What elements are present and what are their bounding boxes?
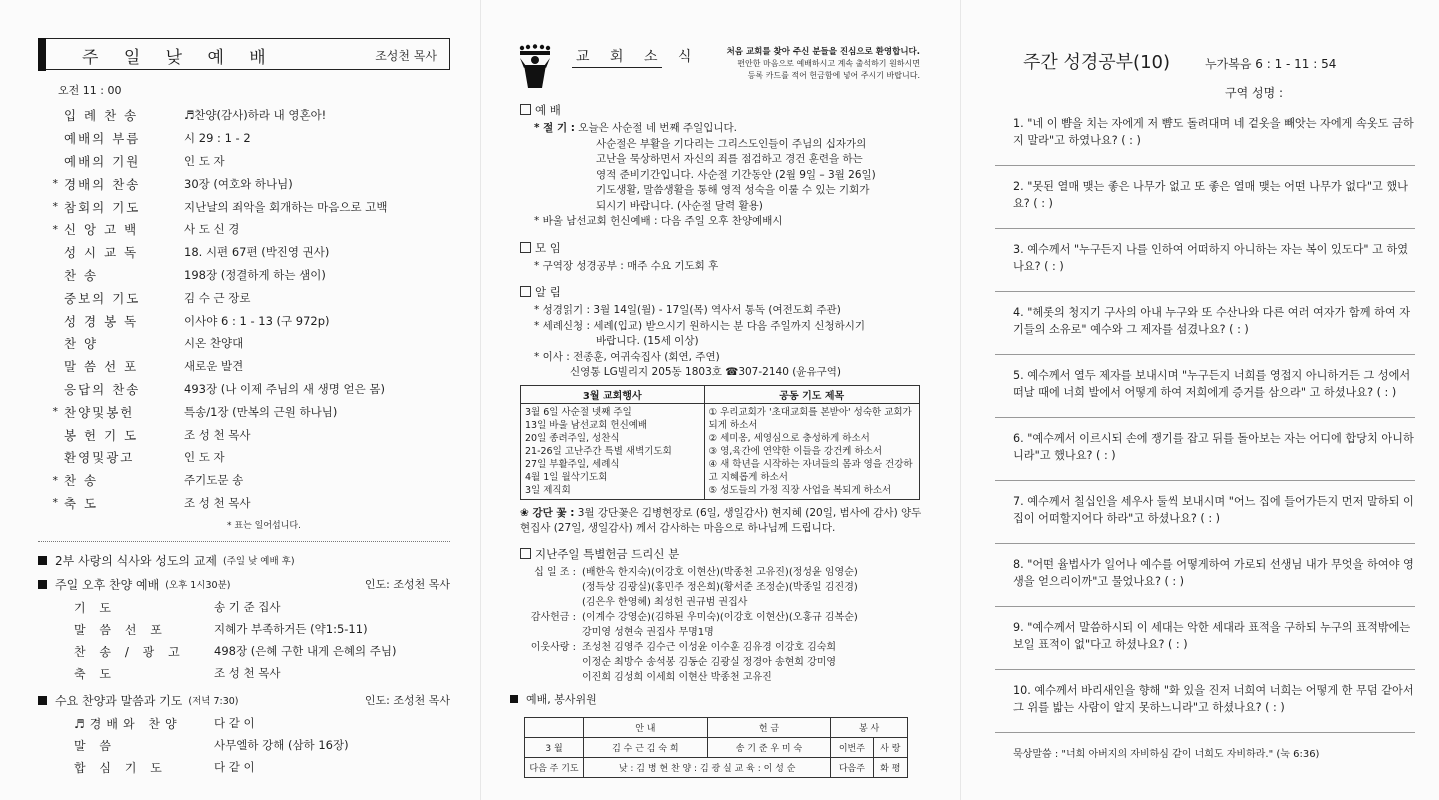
duty-col-guide: 안 내 <box>584 717 708 737</box>
event-line: 3일 제직회 <box>525 484 571 496</box>
divider <box>38 541 450 542</box>
service-item-value: 지난날의 죄악을 회개하는 마음으로 고백 <box>184 199 388 214</box>
meeting-item: * 구역장 성경공부 : 매주 수요 기도회 후 <box>534 259 719 272</box>
news-title-underline <box>572 67 662 68</box>
notice-heading <box>520 284 930 300</box>
study-reference: 누가복음 6 : 1 - 11 : 54 <box>1205 57 1337 71</box>
altar-flower <box>520 506 930 536</box>
event-line: 13일 바울 남선교회 헌신예배 <box>525 419 648 431</box>
service-item-label: 봉 헌 기 도 <box>64 427 139 443</box>
service-item <box>38 378 450 401</box>
prayer-line: ② 세미옹, 세영심으로 충성하게 하소서 <box>708 432 870 444</box>
afternoon-item-label: 축 도 <box>74 666 116 681</box>
part2-sub: (주일 낮 예배 후) <box>223 556 295 568</box>
service-item-value: 18. 시편 67편 (박진영 권사) <box>184 245 330 260</box>
checkbox-icon <box>520 104 531 115</box>
notice-heading-label: 알 림 <box>535 285 561 299</box>
dedication-item: * 바울 남선교회 헌신예배 : 다음 주일 오후 찬양예배시 <box>534 215 783 227</box>
offering-line <box>510 625 930 640</box>
prayer-line: ④ 새 학년을 시작하는 자녀들의 몸과 영을 건강하고 지혜롭게 하소서 <box>708 458 913 483</box>
event-line: 4월 1일 월삭기도회 <box>525 471 608 483</box>
wednesday-title: 수요 찬양과 말씀과 기도 <box>55 693 183 708</box>
afternoon-item-value: 조 성 천 목사 <box>214 666 281 681</box>
sunday-service-column <box>0 0 470 800</box>
afternoon-item-label: 기 도 <box>74 600 116 615</box>
service-item-label: 말 씀 선 포 <box>64 359 139 375</box>
service-time: 오전 11 : 00 <box>58 84 122 97</box>
prayer-line: ① 우리교회가 '초대교회를 본받아' 성숙한 교회가 되게 하소서 <box>708 406 912 431</box>
service-item <box>38 127 450 150</box>
service-item-value: 30장 (여호와 하나님) <box>184 176 293 191</box>
wednesday-item-label: ♬경배와 찬양 <box>74 716 182 731</box>
notice-item: 신영통 LG빌리지 205동 1803호 ☎307-2140 (윤유구역) <box>570 366 841 378</box>
offering-line <box>510 595 930 610</box>
afternoon-item <box>38 662 450 684</box>
service-item <box>38 195 450 218</box>
study-question: 6. "예수께서 이르시되 손에 쟁기를 잡고 뒤를 돌아보는 자는 어디에 합당치 아니하니라"고 했나요? ( : ) <box>995 430 1415 481</box>
service-item <box>38 423 450 446</box>
checkbox-icon <box>520 286 531 297</box>
afternoon-order <box>38 596 450 684</box>
afternoon-item-value: 지혜가 부족하거든 (약1:5-11) <box>214 622 368 637</box>
duty-cell: 3 월 <box>525 737 584 757</box>
study-question: 8. "어떤 율법사가 일어나 예수를 어떻게하여 가로되 선생님 내가 무엇을 하여야 영생을 얻으리이까"고 물었나요? ( : ) <box>995 556 1415 607</box>
choir-figure-icon <box>518 44 552 90</box>
duty-cell: 송 기 준 우 미 숙 <box>707 737 831 757</box>
prayer-header: 공동 기도 제목 <box>704 385 919 403</box>
duty-col-service: 봉 사 <box>831 717 908 737</box>
square-bullet-icon <box>38 580 47 589</box>
afternoon-item <box>38 640 450 662</box>
wednesday-item-label: 합 심 기 도 <box>74 760 167 775</box>
service-item-value: 조 성 천 목사 <box>184 495 251 510</box>
order-of-service <box>38 104 450 514</box>
zone-name-field: 구역 성명 : <box>1225 86 1284 100</box>
service-item <box>38 332 450 355</box>
service-item-label: 예배의 부름 <box>64 131 141 147</box>
welcome-line-3: 등록 카드를 적어 헌금함에 넣어 주시기 바랍니다. <box>747 71 920 80</box>
meditation-verse: 묵상말씀 : "너희 아버지의 자비하심 같이 너희도 자비하라." (눅 6:36) <box>1013 749 1320 760</box>
service-item-label: 입 례 찬 송 <box>64 108 139 124</box>
service-item-star: * <box>52 177 58 191</box>
service-pastor: 조성천 목사 <box>375 49 437 63</box>
welcome-line-2: 편안한 마음으로 예배하시고 계속 출석하기 원하시면 <box>737 59 920 68</box>
service-item-value: 인 도 자 <box>184 153 225 168</box>
service-item-value: 새로운 발견 <box>184 359 244 374</box>
season-line: 오늘은 사순절 네 번째 주일입니다. <box>578 122 737 134</box>
square-bullet-icon <box>38 696 47 705</box>
flower-text: 3월 강단꽃은 김병현장로 (6일, 생일감사) 현지혜 (20일, 범사에 감사) 양두현집사 (27일, 생일감사) 께서 감사하는 마음으로 하나님께 드립니다. <box>520 506 922 534</box>
service-title: 주 일 낮 예 배 <box>82 48 276 68</box>
wednesday-item-label: 말 씀 <box>74 738 116 753</box>
service-item-label: 성 시 교 독 <box>64 245 139 261</box>
service-item-label: 성 경 봉 독 <box>64 313 139 329</box>
duty-heading <box>510 687 930 711</box>
service-item <box>38 309 450 332</box>
study-question: 2. "못된 열매 맺는 좋은 나무가 없고 또 좋은 열매 맺는 어떤 나무가 없다"고 했나요? ( : ) <box>995 178 1415 229</box>
wednesday-item <box>38 734 450 756</box>
wednesday-heading <box>38 688 450 712</box>
offering-line <box>510 565 930 580</box>
offering-heading <box>520 546 930 562</box>
worship-heading <box>520 102 930 118</box>
prayer-line: ③ 영,육간에 연약한 이들을 강건케 하소서 <box>708 445 882 457</box>
service-item-label: 예배의 기원 <box>64 153 141 169</box>
notice-item: 바랍니다. (15세 이상) <box>596 335 699 347</box>
news-header <box>510 40 930 96</box>
service-item-star: * <box>52 496 58 510</box>
season-line: 되시기 바랍니다. (사순절 달력 활용) <box>596 199 763 212</box>
meeting-heading-label: 모 임 <box>535 240 561 255</box>
offering-names: 조성천 김영주 김수근 이성윤 이수훈 김유경 이강호 김숙희 <box>582 641 837 653</box>
wednesday-item <box>38 756 450 778</box>
afternoon-leader: 인도: 조성천 목사 <box>364 578 450 592</box>
service-item-star: * <box>52 200 58 214</box>
service-item-label: 경배의 찬송 <box>64 176 141 192</box>
service-item-value: 김 수 근 장로 <box>184 290 251 305</box>
service-title-box <box>46 38 450 70</box>
fold-line-right <box>960 0 961 800</box>
study-question: 9. "예수께서 말씀하시되 이 세대는 악한 세대라 표적을 구하되 누구의 표적밖에는 보일 표적이 없"다고 하셨나요? ( : ) <box>995 619 1415 670</box>
wednesday-order <box>38 712 450 778</box>
service-item-label: 찬 송 <box>64 473 99 489</box>
question-list <box>995 115 1415 733</box>
news-title: 교 회 소 식 <box>576 49 700 65</box>
afternoon-time: (오후 1시30분) <box>165 580 231 592</box>
part2-title: 2부 사랑의 식사와 성도의 교제 <box>55 553 217 568</box>
service-item-label: 찬 송 <box>64 267 99 283</box>
service-item-value: 시 29 : 1 - 2 <box>184 131 251 146</box>
duty-col-offering: 헌 금 <box>707 717 831 737</box>
wednesday-item-value: 다 같 이 <box>214 760 255 775</box>
afternoon-item <box>38 596 450 618</box>
prayer-list <box>704 403 919 499</box>
service-item <box>38 172 450 195</box>
service-item-star: * <box>52 405 58 419</box>
season-line: 고난을 묵상하면서 자신의 죄를 점검하고 경건 훈련을 하는 <box>596 153 863 165</box>
service-item-value: 인 도 자 <box>184 450 225 465</box>
service-item-value: 이사야 6 : 1 - 13 (구 972p) <box>184 313 330 328</box>
church-news-column <box>500 0 940 800</box>
study-question: 4. "헤롯의 청지기 구사의 아내 누구와 또 수산나와 다른 여러 여자가 함께 하여 자기들의 소유로" 예수와 그 제자를 섬겼나요? ( : ) <box>995 304 1415 355</box>
notice-item: * 이사 : 전종훈, 여귀숙집사 (회연, 주연) <box>534 350 720 363</box>
square-bullet-icon <box>38 556 47 565</box>
wednesday-item <box>38 712 450 734</box>
service-item <box>38 104 450 127</box>
service-item <box>38 469 450 492</box>
event-line: 3월 6일 사순절 넷째 주일 <box>525 406 632 418</box>
notice-item: * 성경읽기 : 3월 14일(월) - 17일(목) 역사서 통독 (여전도회 주관) <box>534 304 841 316</box>
duty-corner <box>525 717 584 737</box>
service-item-value: 시온 찬양대 <box>184 336 244 351</box>
afternoon-heading <box>38 572 450 596</box>
service-item-value: ♬찬양(감사)하라 내 영혼아! <box>184 108 327 123</box>
event-line: 21-26일 고난주간 특별 새벽기도회 <box>525 445 672 457</box>
service-item <box>38 241 450 264</box>
meeting-heading <box>520 240 930 256</box>
service-item-star: * <box>52 473 58 487</box>
service-item-star: * <box>52 222 58 236</box>
study-question: 3. 예수께서 "누구든지 나를 인하여 어떠하지 아니하는 자는 복이 있도다" 고 하였나요? ( : ) <box>995 241 1415 292</box>
offering-line <box>510 655 930 670</box>
part2-heading <box>38 548 450 572</box>
service-item-label: 축 도 <box>64 495 99 511</box>
square-bullet-icon <box>510 695 518 703</box>
fold-line-left <box>480 0 481 800</box>
notice-item: * 세례신청 : 세례(입교) 받으시기 원하시는 분 다음 주일까지 신청하시기 <box>534 319 866 332</box>
service-item <box>38 355 450 378</box>
study-question: 7. 예수께서 칠십인을 세우사 둘씩 보내시며 "어느 집에 들어가든지 먼저 말하되 이 집이 어떠할지어다 하라"고 하셨나요? ( : ) <box>995 493 1415 544</box>
offering-names: 강미영 성현숙 권집사 무명1명 <box>582 626 714 638</box>
study-question: 1. "네 이 뺨을 치는 자에게 저 뺨도 돌려대며 네 겉옷을 빼앗는 자에게 속옷도 금하지 말라"고 하였나요? ( : ) <box>995 115 1415 166</box>
offering-type: 십 일 조 : <box>534 566 576 578</box>
service-item-label: 응답의 찬송 <box>64 381 141 397</box>
wednesday-item-value: 다 같 이 <box>214 716 255 731</box>
offering-line <box>510 670 930 685</box>
season-item <box>510 121 930 137</box>
service-item <box>38 446 450 469</box>
service-item-value: 493장 (나 이제 주님의 새 생명 얻은 몸) <box>184 381 385 396</box>
offering-names: (이계수 강영순)(김하된 우미숙)(이강호 이현산)(오홍규 김복순) <box>582 611 858 623</box>
worship-heading-label: 예 배 <box>535 103 561 117</box>
afternoon-item-label: 찬 송 / 광 고 <box>74 644 185 659</box>
welcome-line-1: 처음 교회를 찾아 주신 분들을 진심으로 환영합니다. <box>726 47 920 57</box>
events-prayer-table <box>520 385 920 500</box>
service-item-label: 찬양및봉헌 <box>64 404 135 420</box>
study-question: 5. 예수께서 열두 제자를 보내시며 "누구든지 너희를 영접지 아니하거든 그 성에서 떠날 때에 너희 발에서 어떻게 하여 저희에게 증거를 삼으라" 고 하셨나요? ( : ) <box>995 367 1415 418</box>
duty-cell: 다음주 <box>831 757 873 777</box>
event-line: 20일 종려주일, 성찬식 <box>525 432 620 444</box>
duty-table <box>524 717 908 778</box>
service-item <box>38 286 450 309</box>
offering-line <box>510 610 930 625</box>
service-item-value: 사 도 신 경 <box>184 222 240 237</box>
service-item-label: 참회의 기도 <box>64 199 141 215</box>
duty-cell: 사 랑 <box>873 737 907 757</box>
service-item <box>38 492 450 515</box>
events-header: 3월 교회행사 <box>521 385 705 403</box>
service-item-label: 환영및광고 <box>64 450 135 466</box>
wednesday-leader: 인도: 조성천 목사 <box>364 694 450 708</box>
duty-cell: 김 수 근 김 숙 희 <box>584 737 708 757</box>
offering-line <box>510 640 930 655</box>
events-list <box>521 403 705 499</box>
service-item-label: 찬 양 <box>64 336 99 352</box>
duty-cell: 다음 주 기도 <box>525 757 584 777</box>
service-item <box>38 264 450 287</box>
title-bar <box>38 38 46 71</box>
service-item <box>38 400 450 423</box>
wednesday-time: (저녁 7:30) <box>188 696 239 708</box>
offering-type: 이웃사랑 : <box>530 641 576 653</box>
offering-list <box>510 565 930 685</box>
season-line: 영적 준비기간입니다. 사순절 기간동안 (2월 9일 – 3월 26일) <box>596 168 876 181</box>
study-question: 10. 예수께서 바리새인을 향해 "화 있을 진저 너희여 너희는 어떻게 한 무덤 같아서 그 위를 밟는 사람이 알지 못하느니라"고 하셨나요? ( : ) <box>995 682 1415 733</box>
prayer-line: ⑤ 성도들의 가정 직장 사업을 복되게 하소서 <box>708 484 892 496</box>
offering-line <box>510 580 930 595</box>
event-line: 27일 부활주일, 세례식 <box>525 458 620 470</box>
service-item <box>38 218 450 241</box>
checkbox-icon <box>520 242 531 253</box>
flower-key: ❀ 강단 꽃 : <box>520 506 575 519</box>
service-item-value: 주기도문 송 <box>184 473 244 488</box>
season-line: 사순절은 부활을 기다리는 그리스도인들이 주님의 십자가의 <box>596 137 867 150</box>
offering-type: 감사헌금 : <box>530 611 576 623</box>
season-line: 기도생활, 말씀생활을 통해 영적 성숙을 이룰 수 있는 기회가 <box>596 184 870 196</box>
service-item-label: 신 앙 고 백 <box>64 222 139 238</box>
afternoon-title: 주일 오후 찬양 예배 <box>55 577 160 592</box>
offering-names: (배한옥 한지숙)(이강호 이현산)(박종천 고유진)(정성윤 임영순) <box>582 566 858 578</box>
bible-study-column <box>985 0 1425 800</box>
offering-names: (김은우 한영혜) 최성헌 권규범 권집사 <box>582 596 748 608</box>
service-item-label: 중보의 기도 <box>64 290 141 306</box>
offering-names: 이진희 김성희 이세희 이현산 박종천 고유진 <box>582 671 772 683</box>
wednesday-item-value: 사무엘하 강해 (삼하 16장) <box>214 738 349 753</box>
service-item-value: 198장 (정결하게 하는 샘이) <box>184 267 326 282</box>
afternoon-item-value: 송 기 준 집사 <box>214 600 281 615</box>
service-item <box>38 150 450 173</box>
duty-cell: 화 평 <box>873 757 907 777</box>
afternoon-item <box>38 618 450 640</box>
study-title: 주간 성경공부(10) <box>1023 52 1170 73</box>
welcome-message <box>670 46 920 82</box>
afternoon-item-value: 498장 (은혜 구한 내게 은혜의 주님) <box>214 644 397 659</box>
offering-names: (정득상 김광실)(홍민주 정은희)(황서준 조정순)(박종일 김진경) <box>582 581 858 593</box>
standing-note: * 표는 일어섭니다. <box>227 521 301 532</box>
checkbox-icon <box>520 548 531 559</box>
service-item-value: 조 성 천 목사 <box>184 427 251 442</box>
offering-heading-label: 지난주일 특별헌금 드리신 분 <box>535 546 680 561</box>
duty-title: 예배, 봉사위원 <box>526 692 597 706</box>
season-key: * 절 기 : <box>534 122 575 134</box>
afternoon-item-label: 말 씀 선 포 <box>74 622 167 637</box>
offering-names: 이정순 최방수 송석봉 김동순 김광실 정경아 송현희 강미영 <box>582 656 837 668</box>
service-item-value: 특송/1장 (만복의 근원 하나님) <box>184 404 338 419</box>
duty-cell: 이번주 <box>831 737 873 757</box>
duty-cell: 낮 : 김 병 현 찬 양 : 김 광 실 교 육 : 이 성 순 <box>584 757 831 777</box>
